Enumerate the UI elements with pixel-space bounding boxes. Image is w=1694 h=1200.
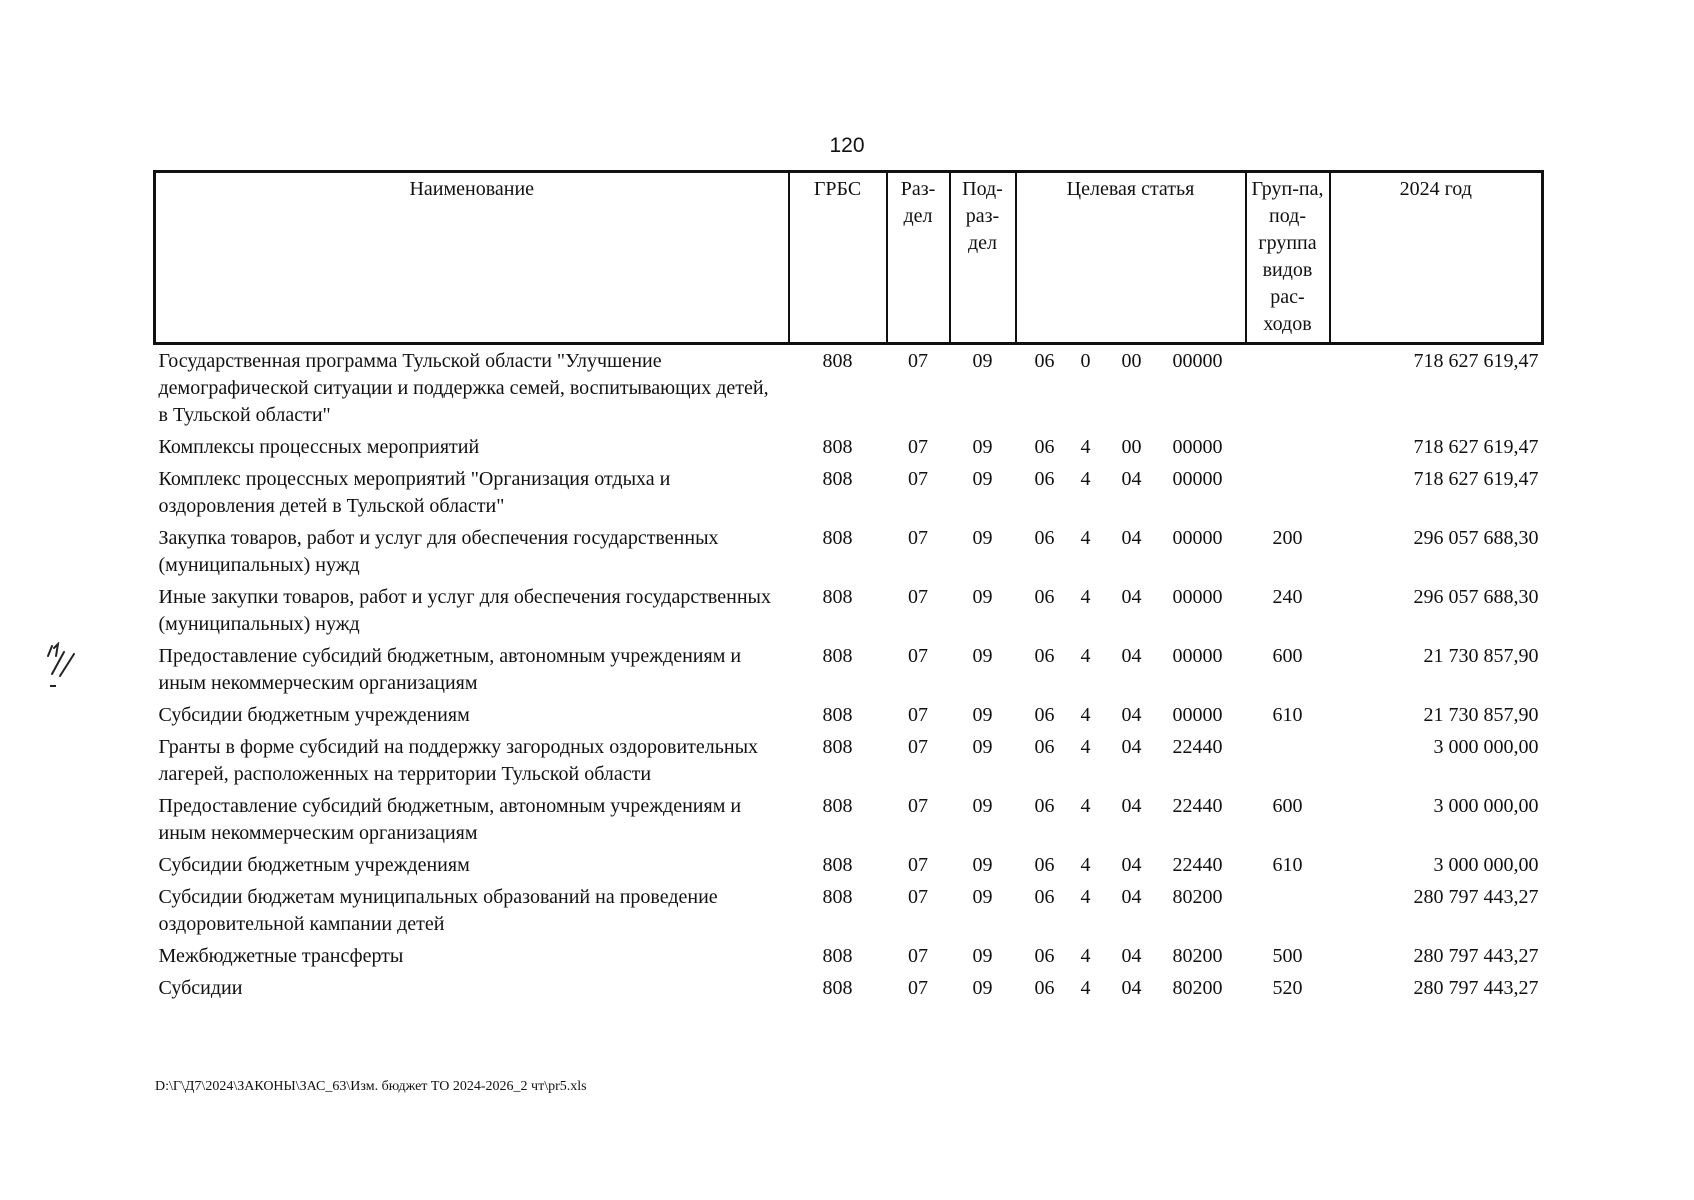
file-path-footer: D:\Г\Д7\2024\ЗАКОНЫ\ЗАС_63\Изм. бюджет ТО 2024-2026_2 чт\pr5.xls <box>155 1079 587 1094</box>
table-row <box>155 584 1543 643</box>
row-celevaya-cs1: 06 <box>1034 468 1055 490</box>
row-celevaya-statya <box>1016 525 1246 584</box>
table-header-row <box>155 172 1543 344</box>
row-celevaya-statya <box>1016 702 1246 734</box>
row-name: Комплексы процессных мероприятий <box>158 436 480 458</box>
row-vid-rashodov <box>1246 434 1330 466</box>
row-grbs: 808 <box>822 586 853 608</box>
table-row <box>155 702 1543 734</box>
row-celevaya-cs2: 4 <box>1080 527 1091 549</box>
row-amount: 21 730 857,90 <box>1423 704 1539 726</box>
row-celevaya-cs3: 04 <box>1121 854 1142 876</box>
row-vid-rashodov: 520 <box>1272 977 1303 999</box>
row-celevaya-cs2: 4 <box>1080 977 1091 999</box>
row-vid-rashodov: 600 <box>1272 645 1303 667</box>
row-amount: 296 057 688,30 <box>1413 527 1539 549</box>
row-celevaya-cs1: 06 <box>1034 350 1055 372</box>
header-gruppa-vidov-rashodov: Груп-па, под-группа видов рас-ходов <box>1246 172 1330 344</box>
row-name: Гранты в форме субсидий на поддержку загородных оздоровительных лагерей, расположенных на территории Тульской области <box>158 736 759 785</box>
row-podrazdel: 09 <box>972 527 993 549</box>
row-amount: 3 000 000,00 <box>1433 854 1539 876</box>
row-podrazdel: 09 <box>972 977 993 999</box>
row-celevaya-cs1: 06 <box>1034 795 1055 817</box>
page-number: 120 <box>829 134 865 157</box>
row-amount: 718 627 619,47 <box>1413 350 1539 372</box>
row-celevaya-cs3: 00 <box>1121 436 1142 458</box>
budget-table-container <box>153 170 1541 1007</box>
row-celevaya-cs4: 00000 <box>1172 436 1223 458</box>
row-celevaya-statya <box>1016 793 1246 852</box>
table-row <box>155 466 1543 525</box>
table-row <box>155 852 1543 884</box>
table-row <box>155 943 1543 975</box>
row-celevaya-statya <box>1016 344 1246 435</box>
row-grbs: 808 <box>822 704 853 726</box>
row-vid-rashodov: 240 <box>1272 586 1303 608</box>
row-celevaya-cs4: 00000 <box>1172 704 1223 726</box>
header-year: 2024 год <box>1330 172 1543 344</box>
row-vid-rashodov: 500 <box>1272 945 1303 967</box>
row-amount: 280 797 443,27 <box>1413 945 1539 967</box>
row-celevaya-cs1: 06 <box>1034 886 1055 908</box>
row-podrazdel: 09 <box>972 795 993 817</box>
row-celevaya-cs2: 4 <box>1080 436 1091 458</box>
row-celevaya-cs4: 00000 <box>1172 527 1223 549</box>
row-celevaya-cs4: 80200 <box>1172 977 1223 999</box>
row-podrazdel: 09 <box>972 350 993 372</box>
row-celevaya-cs2: 4 <box>1080 468 1091 490</box>
header-podrazdel: Под-раз-дел <box>950 172 1016 344</box>
row-amount: 718 627 619,47 <box>1413 468 1539 490</box>
row-podrazdel: 09 <box>972 436 993 458</box>
row-razdel: 07 <box>908 704 928 726</box>
row-podrazdel: 09 <box>972 945 993 967</box>
row-razdel: 07 <box>908 977 928 999</box>
row-celevaya-cs4: 00000 <box>1172 350 1223 372</box>
row-celevaya-cs2: 4 <box>1080 945 1091 967</box>
row-podrazdel: 09 <box>972 854 993 876</box>
row-grbs: 808 <box>822 795 853 817</box>
row-amount: 21 730 857,90 <box>1423 645 1539 667</box>
handwritten-margin-mark <box>44 642 84 697</box>
row-grbs: 808 <box>822 977 853 999</box>
table-row <box>155 643 1543 702</box>
row-celevaya-cs4: 80200 <box>1172 945 1223 967</box>
row-celevaya-cs3: 04 <box>1121 795 1142 817</box>
row-name: Государственная программа Тульской области "Улучшение демографической ситуации и поддержка семей, воспитывающих детей, в Тульской области" <box>158 350 769 426</box>
row-celevaya-statya <box>1016 943 1246 975</box>
row-name: Субсидии бюджетам муниципальных образований на проведение оздоровительной кампании детей <box>158 886 718 935</box>
row-celevaya-statya <box>1016 975 1246 1007</box>
row-podrazdel: 09 <box>972 586 993 608</box>
row-grbs: 808 <box>822 645 853 667</box>
row-name: Субсидии бюджетным учреждениям <box>158 854 470 876</box>
row-grbs: 808 <box>822 886 853 908</box>
row-vid-rashodov: 610 <box>1272 704 1303 726</box>
row-grbs: 808 <box>822 736 853 758</box>
row-celevaya-cs4: 22440 <box>1172 736 1223 758</box>
row-vid-rashodov <box>1246 466 1330 525</box>
row-celevaya-statya <box>1016 584 1246 643</box>
row-celevaya-cs3: 04 <box>1121 468 1142 490</box>
table-row <box>155 434 1543 466</box>
row-razdel: 07 <box>908 350 928 372</box>
row-celevaya-cs1: 06 <box>1034 854 1055 876</box>
row-celevaya-statya <box>1016 734 1246 793</box>
row-razdel: 07 <box>908 586 928 608</box>
row-razdel: 07 <box>908 795 928 817</box>
table-body <box>155 344 1543 1008</box>
row-celevaya-cs3: 04 <box>1121 736 1142 758</box>
budget-table <box>153 170 1544 1007</box>
row-celevaya-cs3: 04 <box>1121 977 1142 999</box>
row-vid-rashodov: 610 <box>1272 854 1303 876</box>
row-podrazdel: 09 <box>972 886 993 908</box>
table-row <box>155 884 1543 943</box>
row-name: Межбюджетные трансферты <box>158 945 404 967</box>
row-razdel: 07 <box>908 436 928 458</box>
row-celevaya-cs2: 0 <box>1080 350 1091 372</box>
row-razdel: 07 <box>908 468 928 490</box>
row-name: Иные закупки товаров, работ и услуг для обеспечения государственных (муниципальных) нужд <box>158 586 771 635</box>
row-celevaya-cs3: 04 <box>1121 645 1142 667</box>
header-razdel: Раз-дел <box>887 172 950 344</box>
table-row <box>155 525 1543 584</box>
row-celevaya-cs1: 06 <box>1034 945 1055 967</box>
row-razdel: 07 <box>908 854 928 876</box>
row-celevaya-statya <box>1016 884 1246 943</box>
row-grbs: 808 <box>822 945 853 967</box>
row-celevaya-cs4: 00000 <box>1172 645 1223 667</box>
row-amount: 280 797 443,27 <box>1413 886 1539 908</box>
row-amount: 280 797 443,27 <box>1413 977 1539 999</box>
row-name: Закупка товаров, работ и услуг для обеспечения государственных (муниципальных) нужд <box>158 527 719 576</box>
row-podrazdel: 09 <box>972 468 993 490</box>
row-celevaya-cs4: 80200 <box>1172 886 1223 908</box>
table-row <box>155 344 1543 435</box>
row-amount: 3 000 000,00 <box>1433 795 1539 817</box>
row-celevaya-cs3: 04 <box>1121 886 1142 908</box>
row-grbs: 808 <box>822 468 853 490</box>
table-row <box>155 793 1543 852</box>
row-name: Предоставление субсидий бюджетным, автономным учреждениям и иным некоммерческим организациям <box>158 645 742 694</box>
row-grbs: 808 <box>822 350 853 372</box>
row-celevaya-statya <box>1016 466 1246 525</box>
row-name: Комплекс процессных мероприятий "Организация отдыха и оздоровления детей в Тульской области" <box>158 468 671 517</box>
row-celevaya-cs1: 06 <box>1034 527 1055 549</box>
row-celevaya-cs3: 00 <box>1121 350 1142 372</box>
row-vid-rashodov <box>1246 734 1330 793</box>
row-celevaya-cs4: 00000 <box>1172 586 1223 608</box>
row-vid-rashodov: 600 <box>1272 795 1303 817</box>
row-celevaya-statya <box>1016 434 1246 466</box>
row-vid-rashodov <box>1246 344 1330 435</box>
row-vid-rashodov <box>1246 884 1330 943</box>
row-name: Предоставление субсидий бюджетным, автономным учреждениям и иным некоммерческим организациям <box>158 795 742 844</box>
row-celevaya-cs1: 06 <box>1034 436 1055 458</box>
row-celevaya-cs2: 4 <box>1080 886 1091 908</box>
row-celevaya-cs3: 04 <box>1121 945 1142 967</box>
row-celevaya-cs1: 06 <box>1034 977 1055 999</box>
row-grbs: 808 <box>822 436 853 458</box>
row-amount: 3 000 000,00 <box>1433 736 1539 758</box>
row-podrazdel: 09 <box>972 645 993 667</box>
header-grbs: ГРБС <box>789 172 887 344</box>
row-celevaya-cs3: 04 <box>1121 586 1142 608</box>
row-name: Субсидии бюджетным учреждениям <box>158 704 470 726</box>
row-razdel: 07 <box>908 886 928 908</box>
row-vid-rashodov: 200 <box>1272 527 1303 549</box>
row-celevaya-cs1: 06 <box>1034 586 1055 608</box>
row-grbs: 808 <box>822 854 853 876</box>
header-celevaya-statya: Целевая статья <box>1016 172 1246 344</box>
row-podrazdel: 09 <box>972 704 993 726</box>
row-celevaya-cs2: 4 <box>1080 854 1091 876</box>
row-celevaya-statya <box>1016 852 1246 884</box>
row-celevaya-cs2: 4 <box>1080 736 1091 758</box>
row-celevaya-cs2: 4 <box>1080 704 1091 726</box>
header-name: Наименование <box>155 172 789 344</box>
row-celevaya-cs2: 4 <box>1080 645 1091 667</box>
row-celevaya-cs3: 04 <box>1121 704 1142 726</box>
row-celevaya-cs3: 04 <box>1121 527 1142 549</box>
table-row <box>155 734 1543 793</box>
table-row <box>155 975 1543 1007</box>
row-razdel: 07 <box>908 736 928 758</box>
row-celevaya-cs2: 4 <box>1080 586 1091 608</box>
row-celevaya-cs1: 06 <box>1034 645 1055 667</box>
row-razdel: 07 <box>908 945 928 967</box>
row-celevaya-statya <box>1016 643 1246 702</box>
row-name: Субсидии <box>158 977 243 999</box>
row-celevaya-cs4: 00000 <box>1172 468 1223 490</box>
row-razdel: 07 <box>908 527 928 549</box>
row-celevaya-cs4: 22440 <box>1172 854 1223 876</box>
row-celevaya-cs1: 06 <box>1034 704 1055 726</box>
row-celevaya-cs4: 22440 <box>1172 795 1223 817</box>
row-celevaya-cs1: 06 <box>1034 736 1055 758</box>
row-razdel: 07 <box>908 645 928 667</box>
row-grbs: 808 <box>822 527 853 549</box>
row-podrazdel: 09 <box>972 736 993 758</box>
row-celevaya-cs2: 4 <box>1080 795 1091 817</box>
row-amount: 718 627 619,47 <box>1413 436 1539 458</box>
row-amount: 296 057 688,30 <box>1413 586 1539 608</box>
